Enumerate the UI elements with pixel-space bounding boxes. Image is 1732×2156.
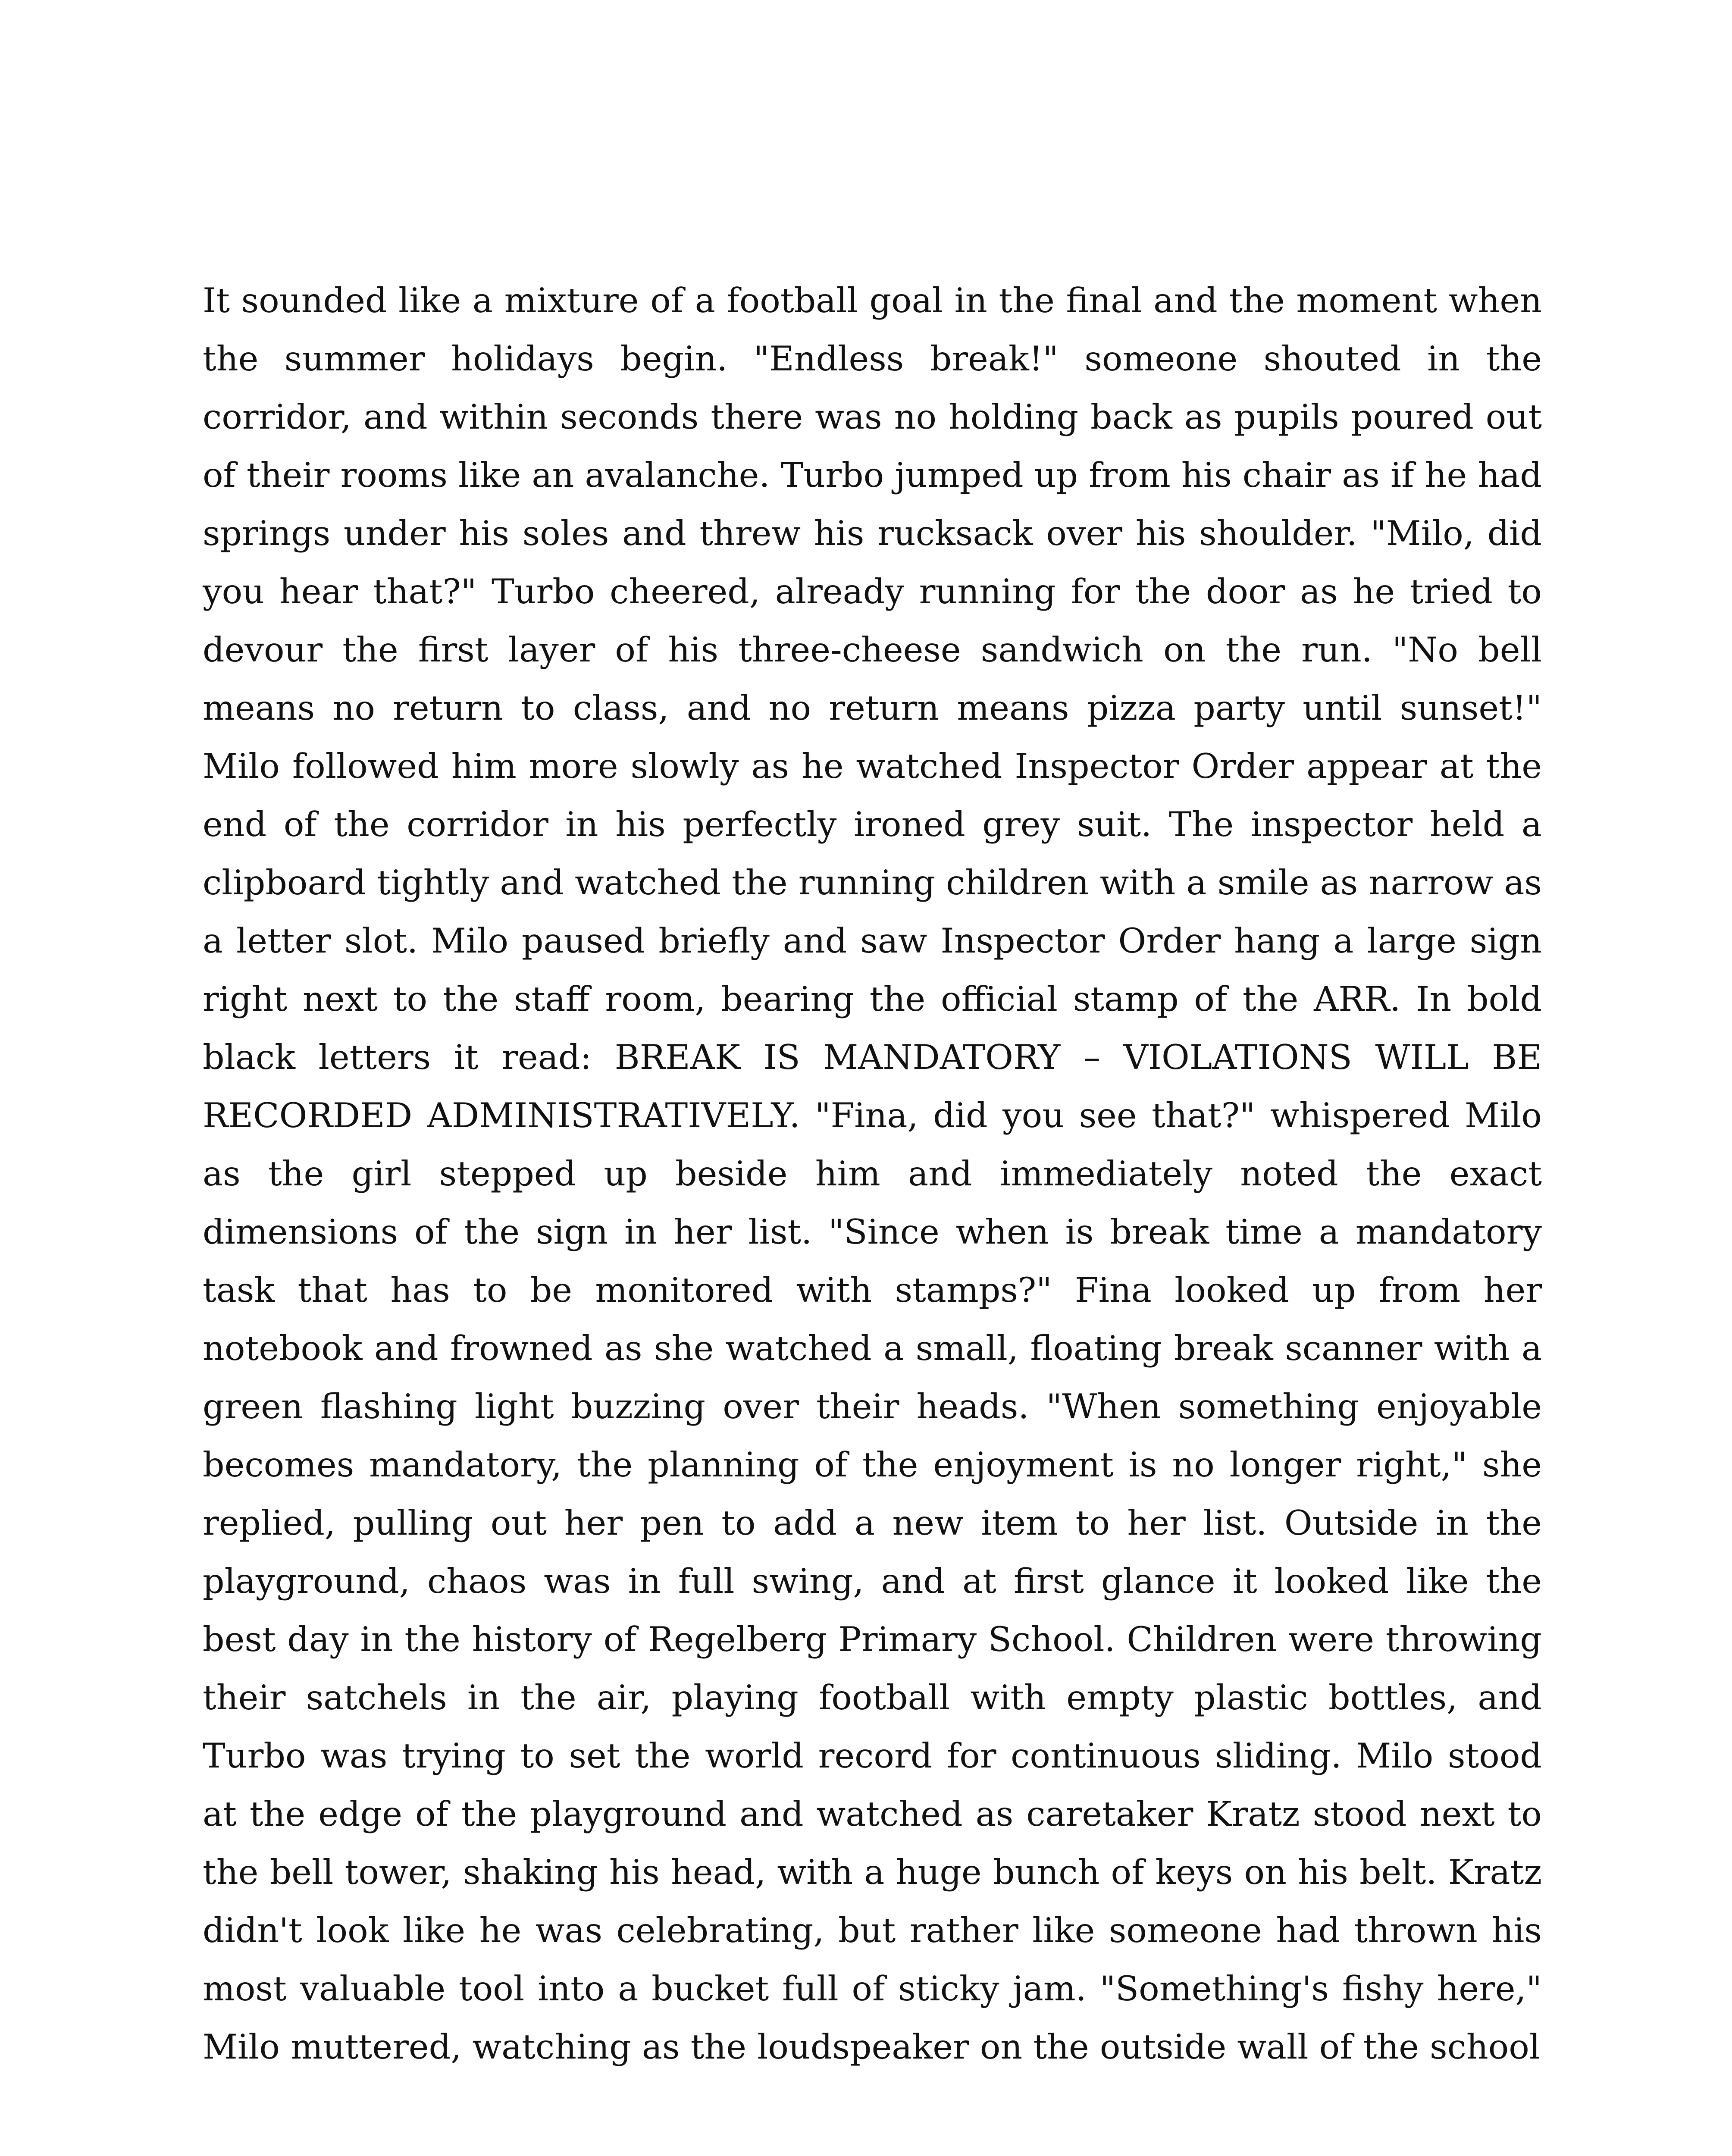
- body-paragraph: It sounded like a mixture of a football goal in the final and the moment when the summer holidays begin. "Endless break!" someone shouted in the corridor, and within seconds there was no holding back as pupils poured out of their rooms like an avalanche. Turbo jumped up from his chair as if he had springs under his soles and threw his rucksack over his shoulder. "Milo, did you hear that?" Turbo cheered, already running for the door as he tried to devour the first layer of his three-cheese sandwich on the run. "No bell means no return to class, and no return means pizza party until sunset!" Milo followed him more slowly as he watched Inspector Order appear at the end of the corridor in his perfectly ironed grey suit. The inspector held a clipboard tightly and watched the running children with a smile as narrow as a letter slot. Milo paused briefly and saw Inspector Order hang a large sign right next to the staff room, bearing the official stamp of the ARR. In bold black letters it read: BREAK IS MANDATORY – VIOLATIONS WILL BE RECORDED ADMINISTRATIVELY. "Fina, did you see that?" whispered Milo as the girl stepped up beside him and immediately noted the exact dimensions of the sign in her list. "Since when is break time a mandatory task that has to be monitored with stamps?" Fina looked up from her notebook and frowned as she watched a small, floating break scanner with a green flashing light buzzing over their heads. "When something enjoyable becomes mandatory, the planning of the enjoyment is no longer right," she replied, pulling out her pen to add a new item to her list. Outside in the playground, chaos was in full swing, and at first glance it looked like the best day in the history of Regelberg Primary School. Children were throwing their satchels in the air, playing football with empty plastic bottles, and Turbo was trying to set the world record for continuous sliding. Milo stood at the edge of the playground and watched as caretaker Kratz stood next to the bell tower, shaking his head, with a huge bunch of keys on his belt. Kratz didn't look like he was celebrating, but rather like someone had thrown his most valuable tool into a bucket full of sticky jam. "Something's fishy here," Milo muttered, watching as the loudspeaker on the outside wall of the school: [203, 281, 1542, 2067]
